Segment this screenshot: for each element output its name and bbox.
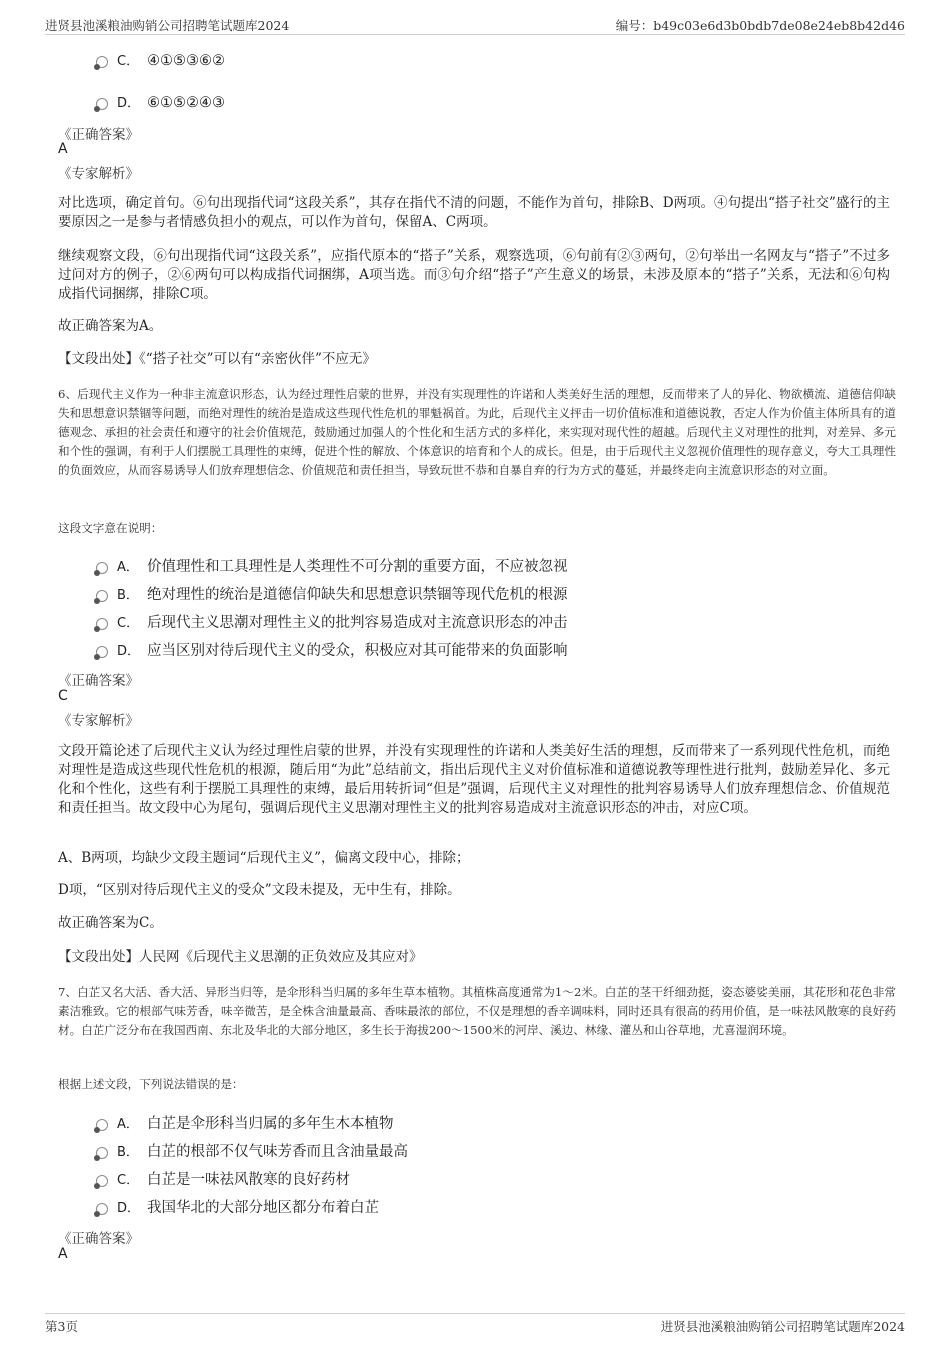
radio-icon[interactable]: [96, 618, 108, 630]
q7-option-d[interactable]: D． 我国华北的大部分地区都分布着白芷: [96, 1196, 379, 1218]
q5-analysis-label: 《专家解析》: [58, 166, 139, 182]
radio-icon[interactable]: [96, 56, 108, 68]
q7-option-b[interactable]: B． 白芷的根部不仅气味芳香而且含油量最高: [96, 1140, 408, 1162]
q6-analysis-conclusion: 故正确答案为C。: [58, 915, 163, 931]
q6-question: 这段文字意在说明：: [58, 521, 163, 535]
radio-icon[interactable]: [96, 1147, 108, 1159]
q6-source: 【文段出处】人民网《后现代主义思潮的正负效应及其应对》: [58, 949, 423, 965]
q7-option-a[interactable]: A． 白芷是伞形科当归属的多年生木本植物: [96, 1112, 394, 1134]
q7-answer-label: 《正确答案》: [58, 1231, 139, 1247]
radio-icon[interactable]: [96, 1119, 108, 1131]
q5-analysis-conclusion: 故正确答案为A。: [58, 318, 163, 334]
q5-answer: A: [58, 141, 68, 157]
q6-option-a[interactable]: A． 价值理性和工具理性是人类理性不可分割的重要方面，不应被忽视: [96, 555, 568, 577]
q5-analysis-paragraph-2: 继续观察文段，⑥句出现指代词“这段关系”，应指代原本的“搭子”关系，观察选项，⑥句前有②③两句，②句举出一名网友与“搭子”不过多过问对方的例子，②⑥两句可以构成指代词捆绑，A项当选。而③句介绍“搭子”产生意义的场景，未涉及原本的“搭子”关系，无法和⑥句构成指代词捆绑，排除C项。: [58, 248, 890, 302]
radio-icon[interactable]: [96, 98, 108, 110]
footer-title: 进贤县池溪粮油购销公司招聘笔试题库2024: [660, 1319, 905, 1334]
q6-option-b[interactable]: B． 绝对理性的统治是道德信仰缺失和思想意识禁锢等现代危机的根源: [96, 583, 568, 605]
radio-icon[interactable]: [96, 590, 108, 602]
radio-icon[interactable]: [96, 562, 108, 574]
radio-icon[interactable]: [96, 1175, 108, 1187]
q5-source: 【文段出处】《“搭子社交”可以有“亲密伙伴”不应无》: [58, 351, 376, 367]
q6-stem: 6、后现代主义作为一种非主流意识形态，认为经过理性启蒙的世界，并没有实现理性的许诺和人类美好生活的理想，反而带来了人的异化、物欲横流、道德信仰缺失和思想意识禁锢等问题，而绝对理性的统治是造成这些现代性危机的罪魁祸首。为此，后现代主义抨击一切价值标准和道德说教，否定人作为价值主体所具有的道德观念、承担的社会责任和遵守的社会价值规范，鼓励通过加强人的个性化和生活方式的多样化，来实现对现代性的超越。后现代主义对理性的批判，对差异、多元和个性的强调，有利于人们摆脱工具理性的束缚，促进个性的解放、个体意识的培育和个人的成长。但是，由于后现代主义忽视价值理性的现存意义，夸大工具理性的负面效应，从而容易诱导人们放弃理想信念、价值规范和责任担当，导致玩世不恭和自暴自弃的行为方式的蔓延，并最终走向主流意识形态的对立面。: [58, 387, 896, 477]
q6-analysis-label: 《专家解析》: [58, 713, 139, 729]
page-footer: [45, 1313, 905, 1336]
page-header: [45, 14, 905, 35]
q6-analysis-paragraph-1: 文段开篇论述了后现代主义认为经过理性启蒙的世界，并没有实现理性的许诺和人类美好生活的理想，反而带来了一系列现代性危机，而绝对理性是造成这些现代性危机的根源，随后用“为此”总结前文，指出后现代主义对价值标准和道德说教等理性进行批判，鼓励差异化、多元化和个性化，这些有利于摆脱工具理性的束缚，最后用转折词“但是”强调，后现代主义对理性的批判容易诱导人们放弃理想信念、价值规范和责任担当。故文段中心为尾句，强调后现代主义思潮对理性主义的批判容易造成对主流意识形态的冲击，对应C项。: [58, 743, 890, 816]
q7-question: 根据上述文段，下列说法错误的是：: [58, 1077, 244, 1091]
q6-analysis-paragraph-3: D项，“区别对待后现代主义的受众”文段未提及，无中生有，排除。: [58, 882, 461, 898]
q5-analysis-paragraph-1: 对比选项，确定首句。⑥句出现指代词“这段关系”，其存在指代不清的问题，不能作为首句，排除B、D两项。④句提出“搭子社交”盛行的主要原因之一是参与者情感负担小的观点，可以作为首句，保留A、C两项。: [58, 195, 890, 230]
q5-option-d[interactable]: D． ⑥①⑤②④③: [96, 92, 225, 114]
q6-answer-label: 《正确答案》: [58, 673, 139, 689]
q5-answer-label: 《正确答案》: [58, 127, 139, 143]
header-title: 进贤县池溪粮油购销公司招聘笔试题库2024: [45, 18, 290, 33]
q6-option-c[interactable]: C． 后现代主义思潮对理性主义的批判容易造成对主流意识形态的冲击: [96, 611, 568, 633]
q7-option-c[interactable]: C． 白芷是一味祛风散寒的良好药材: [96, 1168, 350, 1190]
q7-answer: A: [58, 1246, 68, 1262]
radio-icon[interactable]: [96, 646, 108, 658]
q5-option-c[interactable]: C． ④①⑤③⑥②: [96, 50, 225, 72]
q6-answer: C: [58, 688, 68, 704]
radio-icon[interactable]: [96, 1203, 108, 1215]
q6-analysis-paragraph-2: A、B两项，均缺少文段主题词“后现代主义”，偏离文段中心，排除；: [58, 850, 470, 866]
q6-option-d[interactable]: D． 应当区别对待后现代主义的受众，积极应对其可能带来的负面影响: [96, 639, 568, 661]
q7-stem: 7、白芷又名大活、香大活、异形当归等，是伞形科当归属的多年生草本植物。其植株高度通常为1～2米。白芷的茎干纤细劲挺，姿态婆娑美丽，其花形和花色非常素洁雅致。它的根部气味芳香，味辛微苦，是全株含油量最高、香味最浓的部位，不仅是理想的香辛调味料，同时还具有很高的药用价值，是一味祛风散寒的良好药材。白芷广泛分布在我国西南、东北及华北的大部分地区，多生长于海拔200～1500米的河岸、溪边、林缘、灌丛和山谷草地，尤喜湿润环境。: [58, 985, 896, 1037]
header-document-id: 编号：b49c03e6d3b0bdb7de08e24eb8b42d46: [615, 18, 905, 33]
page-number: 第3页: [45, 1319, 78, 1334]
